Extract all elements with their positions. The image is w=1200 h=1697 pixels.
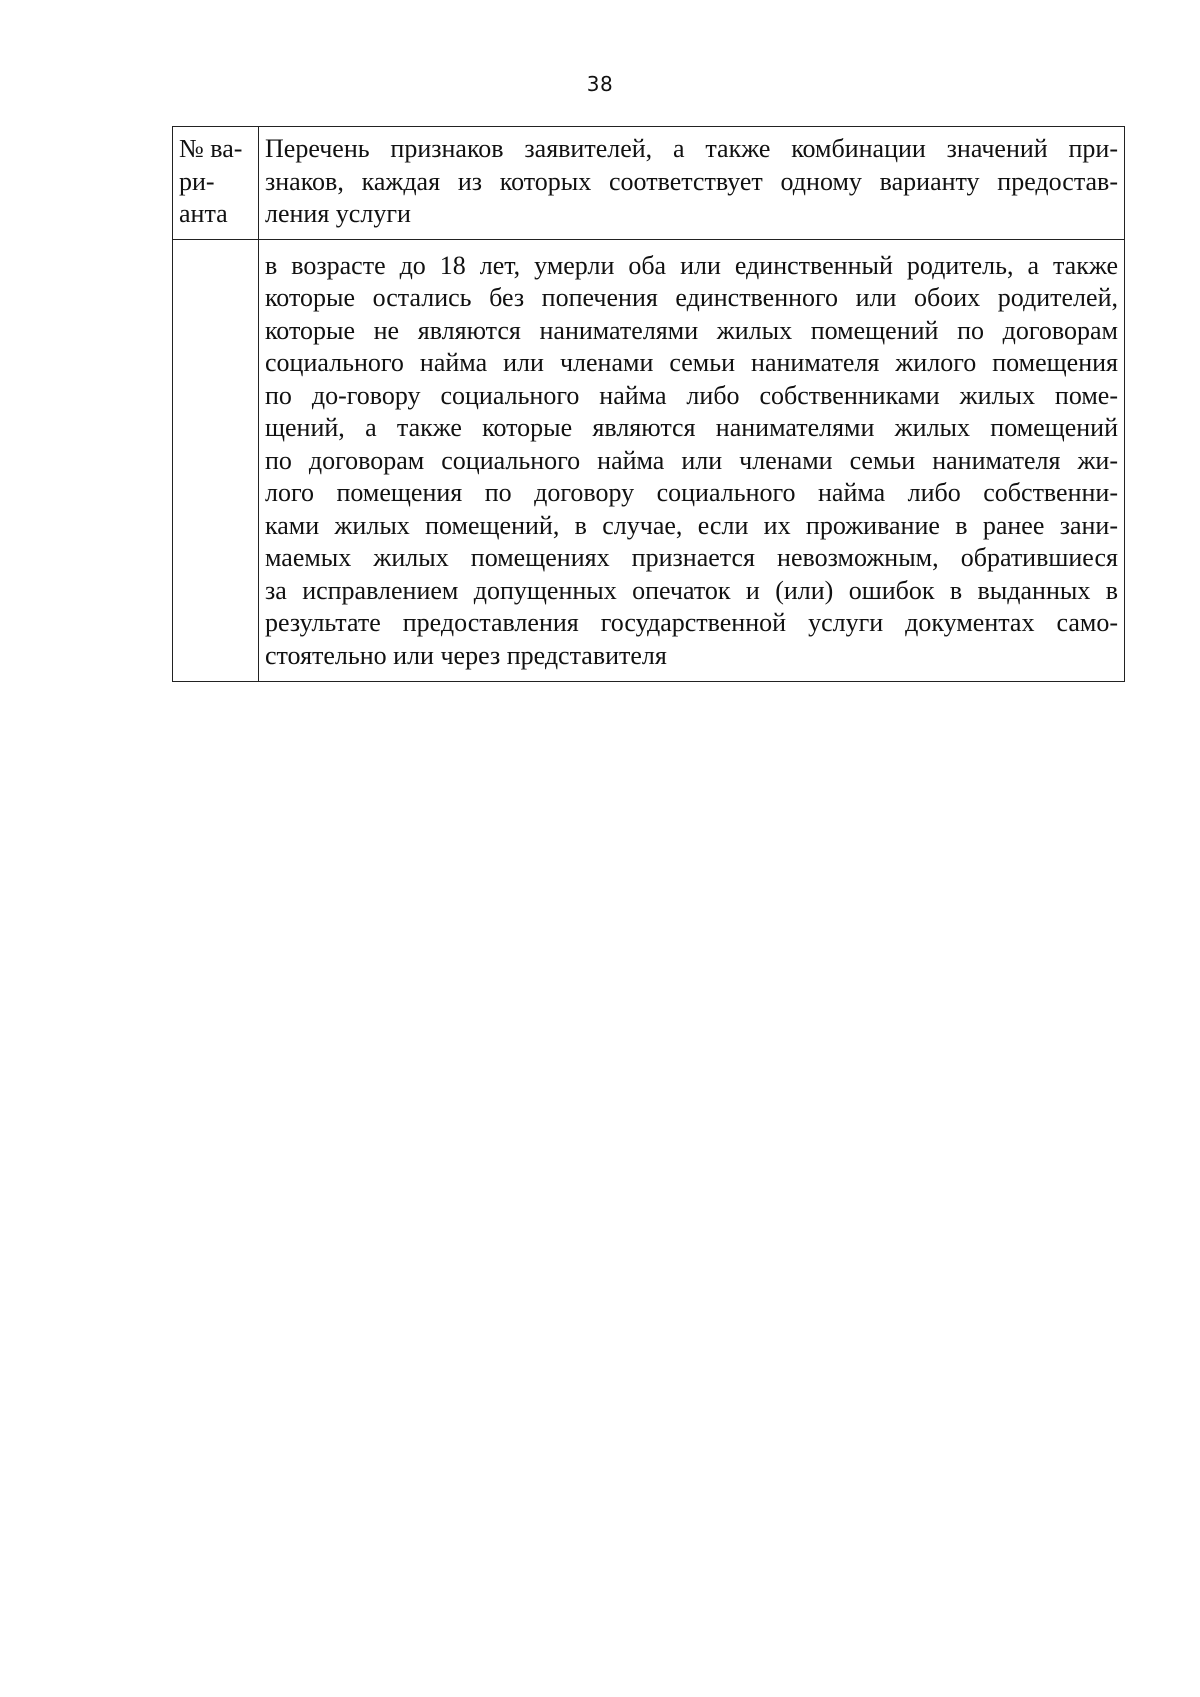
criteria-line: которые остались без попечения единственного или обоих родителей, — [265, 283, 1118, 312]
variants-table — [172, 126, 1125, 682]
criteria-cell — [259, 239, 1125, 682]
criteria-line: лого помещения по договору социального найма либо собственни- — [265, 478, 1118, 507]
header-line: № ва- — [179, 134, 243, 163]
criteria-header — [259, 127, 1125, 240]
criteria-line: в возрасте до 18 лет, умерли оба или единственный родитель, а также — [265, 250, 1118, 280]
criteria-line: социального найма или членами семьи нанимателя жилого помещения — [265, 348, 1118, 377]
criteria-line: которые не являются нанимателями жилых помещений по договорам — [265, 315, 1118, 345]
header-line: ри- — [179, 166, 215, 196]
criteria-line: по до-говору социального найма либо собственниками жилых поме- — [265, 380, 1118, 410]
criteria-line: результате предоставления государственной услуги документах само- — [265, 608, 1118, 637]
header-line: анта — [179, 199, 228, 228]
variant-number-cell — [173, 239, 259, 682]
criteria-line: ками жилых помещений, в случае, если их проживание в ранее зани- — [265, 510, 1118, 540]
variant-number-header — [173, 127, 259, 240]
page-number: 38 — [586, 72, 614, 96]
criteria-line: щений, а также которые являются нанимателями жилых помещений — [265, 413, 1118, 442]
table-row — [173, 239, 1125, 682]
criteria-line: за исправлением допущенных опечаток и (или) ошибок в выданных в — [265, 575, 1118, 605]
criteria-line: маемых жилых помещениях признается невозможным, обратившиеся — [265, 543, 1118, 572]
criteria-line: стоятельно или через представителя — [265, 640, 667, 670]
criteria-line: по договорам социального найма или членами семьи нанимателя жи- — [265, 445, 1118, 475]
header-line: Перечень признаков заявителей, а также комбинации значений при- — [265, 134, 1118, 163]
table-header-row — [173, 127, 1125, 240]
header-line: ления услуги — [265, 199, 411, 228]
header-line: знаков, каждая из которых соответствует одному варианту предостав- — [265, 166, 1118, 196]
